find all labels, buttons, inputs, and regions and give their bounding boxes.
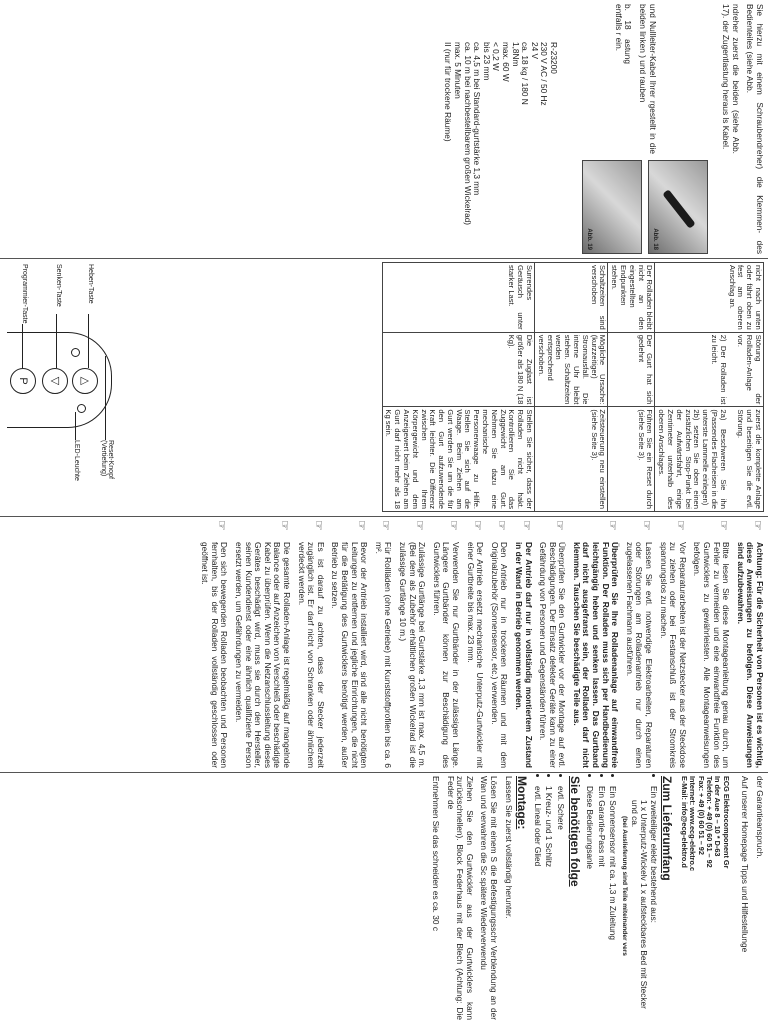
spec-key <box>539 4 549 38</box>
down-button-icon: ▽ <box>42 368 68 394</box>
control-panel-diagram <box>8 262 120 514</box>
pointing-hand-icon: ☞ <box>751 520 765 531</box>
safety-note <box>431 520 460 768</box>
spec-key <box>481 4 491 38</box>
list-note: (bei Auslieferung sind Teile miteinander vers <box>621 816 628 956</box>
table-cell-cause: Der Gurt hat sich gedehnt <box>608 332 655 407</box>
led-label: LED-Leuchte <box>73 440 80 481</box>
spec-key <box>443 4 453 38</box>
leader-line <box>88 314 89 368</box>
table-row <box>382 263 535 512</box>
troubleshooting-table <box>382 262 764 512</box>
safety-note <box>200 520 229 768</box>
table-cell-problem: nicht nach unten oder fährt oben zu fest am oberen Anschlag an. <box>655 263 764 333</box>
heading-montage: Montage: <box>515 776 530 830</box>
table-row <box>655 263 764 512</box>
list-subitems: 1 x Unterputz-Wickelv 1 x aufsteckbares Bed mit Stecker und ca. <box>629 800 650 1009</box>
pointing-hand-icon: ☞ <box>446 520 461 531</box>
spec-key <box>462 4 472 38</box>
spec-value: max. 60 W <box>501 42 512 82</box>
table-row <box>535 263 608 512</box>
company-address: In der Aue 8 – 10 * D-63 <box>713 776 723 857</box>
safety-note-text: Es ist darauf zu achten, dass der Stecker jederzeit zugänglich ist. Er darf nicht von Schranken oder ähnlichem verdeckt werden. <box>296 542 326 768</box>
spec-key <box>529 4 539 38</box>
montage-text: Entnehmen Sie das schneiden es ca. 30 c <box>431 776 442 931</box>
safety-note-text: Bitte lesen Sie diese Montageanleitung genau durch, um Fehler zu vermeiden und eine einwandfreie Funktion des Gurtwicklers zu gewährleisten. Alle Montageanweisungen befolgen. <box>692 542 732 768</box>
list-item: • Diese Bedienungsanle <box>585 786 595 1020</box>
homepage-text: Auf unserer Homepage Tipps und Hilfestellunge <box>740 776 751 953</box>
pointing-hand-icon: ☞ <box>606 520 621 531</box>
column-divider <box>0 516 768 517</box>
company-fax: Fax: + 49 (0) 60 51 – 92 <box>696 776 706 855</box>
pointing-hand-icon: ☞ <box>413 520 428 531</box>
safety-note <box>658 520 687 768</box>
heading-lieferumfang: Zum Lieferumfang <box>660 776 675 881</box>
spec-value: < 0,2 W <box>491 42 502 71</box>
safety-note <box>538 520 567 768</box>
safety-note <box>513 520 532 768</box>
safety-note <box>296 520 325 768</box>
pointing-hand-icon: ☞ <box>355 520 370 531</box>
spec-key <box>500 4 510 38</box>
safety-note-text: Überprüfen Sie den Gurtwickler vor der Montage auf evtl. Beschädigungen. Der Einsatz defekter Geräte kann zu einer Gefährdung von Personen und Gegenständen führen. <box>538 542 568 768</box>
spec-value: ca. 10 m bei nachbestellbarem großen Wickelrad) <box>462 42 473 226</box>
figure-19-caption: Abb. 19 <box>586 228 592 250</box>
table-cell-solution: Führen Sie ein Reset durch (siehe Seite 3). <box>608 407 655 512</box>
safety-note-text: Für Rollläden (ohne Getriebe) mit Kunststoffprofilen bis ca. 6 m². <box>373 542 394 768</box>
safety-note <box>489 520 508 768</box>
montage-text: Ziehen Sie den Gurtwickler aus der Gurtwicklers kann zurückschnellen). Block Federhaus mit der Blech (Achtung: Die Feder de <box>445 776 475 1020</box>
safety-note <box>330 520 368 768</box>
safety-note-text: Den sich bewegenden Rolladen beobachten und Personen fernhalten, bis der Rolladen vollständig geschlossen oder geöffnet ist. <box>200 542 230 768</box>
up-button-icon: △ <box>72 368 98 394</box>
safety-note-text: Zulässige Gurtlänge bei Gurtstärke 1,3 mm ist max. 4,5 m. (Bei dem als Zubehör erhältlichen großen Wickelrad ist die zulässige Gurtlänge 10 m.) <box>398 542 428 768</box>
list-item <box>619 786 657 1020</box>
screwdriver-icon <box>662 189 695 229</box>
instruction-text: b. 18 astung entfalls r ein. <box>613 4 634 64</box>
table-cell-solution: Zeitsteuerung neu einstellen (siehe Seite 3). <box>535 407 608 512</box>
pointing-hand-icon: ☞ <box>311 520 326 531</box>
safety-note-text: Lassen Sie evtl. notwendige Elektroarbeiten, Reparaturen oder Störungen am Rolladenantrieb nur durch einen zugelassenen Fachmann ausführen. <box>624 542 655 768</box>
spec-key <box>510 4 520 38</box>
benoetigen-list <box>532 776 565 1020</box>
reset-button-icon <box>71 348 80 357</box>
table-cell-problem: Der Rolladen bleibt nicht an den eingestellten Endpunkten stehen. <box>608 263 655 333</box>
intro-text: Sie hierzu mit einem Schraubendreher) die Klemmen- des Bedienteiles (siehe Abb. <box>745 4 765 254</box>
list-item: • 1 Kreuz- und 1 Schlitz <box>544 786 554 1020</box>
column-divider <box>0 258 768 259</box>
heading-benoetigen: Sie benötigen folge <box>567 776 582 887</box>
leader-line <box>75 412 76 440</box>
reset-label: Reset-Knopf (Vertiefung) <box>100 440 114 479</box>
table-cell-problem: Surrendes Geräusch unter starker Last. <box>382 263 535 333</box>
column-4 <box>426 776 765 1020</box>
heben-label: Heben-Taste <box>87 264 94 304</box>
table-cell-cause: Die Zuglast ist größer als 180 N (18 Kg). <box>382 332 535 407</box>
safety-note <box>465 520 484 768</box>
safety-note <box>397 520 426 768</box>
safety-note <box>571 520 619 768</box>
table-cell-solution: Stellen Sie sicher, dass der Rolladen nicht hakt. Kontrollieren Sie das Zuggewicht am Gurt. Nehmen Sie dazu eine mechanische Personenwaage zu Hilfe. Stellen Sie sich auf die Waage. Beim Ziehen am Gurt werden Sie um die für den Gurt aufzuwendende Kraft leichter. Die Differenz zwischen Ihrem Körpergewicht und dem Anzeigewert beim Ziehen am Gurt darf nicht mehr als 18 Kg sein. <box>382 407 535 512</box>
spec-value: bis 23 mm <box>481 42 492 81</box>
leader-line <box>105 356 106 440</box>
spec-value: R-23200 <box>549 42 559 74</box>
montage-text: Lösen Sie mit einem S die Befestigungsschr Verblendung an der Wan und verwahren die Sc spätere Wiederverwendu <box>479 776 500 1020</box>
pointing-hand-icon: ☞ <box>379 520 394 531</box>
safety-note-text: Den Antrieb nur in trockenen Räumen und mit dem Originalzubehör (Sonnensensor, etc.) verwenden. <box>489 542 510 768</box>
pointing-hand-icon: ☞ <box>215 520 230 531</box>
safety-note-text: Die gesamte Rolladen-Anlage ist regelmäßig auf mangelnde Balance oder auf Anzeichen von Verschleiß oder beschädigte Kabel zu überprüfen. Wenn die Netzanschlussleitung dieses Gerätes beschädigt wird, muss sie durch den Hersteller, seinen Kundendienst oder eine ähnlich qualifizierte Person ersetzt werden, um Gefährdungen zu vermeiden. <box>234 542 293 769</box>
pointing-hand-icon: ☞ <box>640 520 655 531</box>
spec-key <box>452 4 462 38</box>
instruction-text: ndreher zuerst die beiden (siehe Abb. 17). der Zugentlastung heraus ls Kabel. <box>721 4 741 154</box>
pointing-hand-icon: ☞ <box>673 520 688 531</box>
column-3 <box>195 520 764 768</box>
list-item: • evtl. Schere <box>555 786 565 1020</box>
table-row <box>608 263 655 512</box>
spec-value: 230 V AC / 50 Hz <box>539 42 550 106</box>
company-phone: Telefon: + 49 (0) 60 51 – 92 <box>705 776 714 868</box>
warning-note <box>735 520 764 768</box>
safety-note-text: Der Antrieb ersetzt mechanische Unterputz-Gurtwickler mit einer Gurtbreite bis max. 23 mm. <box>465 542 486 768</box>
warning-text: Achtung: Für die Sicherheit von Personen ist es wichtig, diese Anweisungen zu befolgen. Diese Anweisungen sind aufzubewahren. <box>735 542 765 768</box>
safety-note-text: Vor Reparaturarbeiten ist der Netzstecker aus der Steckdose zu ziehen oder bei Festanschluß ist der Stromkreis spannungslos zu machen. <box>658 542 688 768</box>
spec-key <box>472 4 482 38</box>
spec-key <box>548 4 558 38</box>
programmier-label: Programmier-Taste <box>21 264 28 324</box>
list-item-text: Ein zweiteiliger elektr bestehend aus: <box>648 786 659 923</box>
safety-note-text: Bevor der Antrieb installiert wird, sind alle nicht benötigten Leitungen zu entfernen und jegliche Einrichtungen, die nicht für die Betätigung des Gurtwicklers benötigt werden, außer Betrieb zu setzen. <box>330 542 370 768</box>
safety-notes <box>200 520 731 768</box>
spec-key <box>491 4 501 38</box>
company-email: E-Mail: info@ecg-elektro.d <box>679 776 689 868</box>
pointing-hand-icon: ☞ <box>278 520 293 531</box>
technical-specs <box>443 4 558 254</box>
safety-note <box>624 520 653 768</box>
pointing-hand-icon: ☞ <box>519 520 534 531</box>
spec-value: ca. 4,5 m bei Standard-gurtstärke 1,3 mm <box>472 42 483 196</box>
safety-note <box>692 520 730 768</box>
led-icon <box>77 404 86 413</box>
company-name: ECG Elektrocomponent Gr <box>721 776 731 869</box>
company-website: Internet: www.ecg-elektro.c <box>688 776 698 872</box>
table-cell-solution: zuerst die komplette Anlage und beseitigen Sie die evtl. Störung. 2a) Beschweren Sie ihn (Passendes Flacheisen in die unterste Lammelle einlegen) 2b) setzen Sie oben einen zusätzlichen Stop-Punkt bei der Aufwärtsfahrt, einige Zentimeter unterhalb des oberen Anschlages. <box>655 407 764 512</box>
table-cell-problem: Schaltzeiten sind verschoben <box>535 263 608 333</box>
spec-value: 24 V <box>529 42 540 60</box>
instruction-text: und Nullleiter-Kabel Ihrer rgestellt in die beiden linken ) und rauben <box>638 4 658 154</box>
spec-value: II (nur für trockene Räume) <box>443 42 454 142</box>
pointing-hand-icon: ☞ <box>471 520 486 531</box>
pointing-hand-icon: ☞ <box>553 520 568 531</box>
spec-value: 1,8Nm <box>510 42 521 67</box>
figure-18-caption: Abb. 18 <box>652 228 658 250</box>
garantie-text: der Garantieanspruch. <box>755 776 765 859</box>
list-item: • Ein Sonnensensor mit ca. 1,3 m Zuleitung <box>608 786 618 1020</box>
pointing-hand-icon: ☞ <box>495 520 510 531</box>
list-item: • Ein Garantie-Pass mit <box>596 786 606 1020</box>
leader-line <box>22 324 23 368</box>
safety-note <box>234 520 292 768</box>
program-button-icon: P <box>10 368 36 394</box>
safety-note-text: Überprüfen Sie Ihre Rolladenanlage auf einwandfreie Funktion. Der Rolladen muss sich per Handbedienung leichtgängig heben und senken lassen. Das Gurtband darf nicht ausgefranst sein, der Rolladen darf nicht klemmen. Tauschen Sie beschädigte Teile aus. <box>571 542 621 768</box>
safety-note-text: Der Antrieb darf nur in vollständig montiertem Zustand in der Wand in Betrieb genommen werden. <box>513 542 534 768</box>
safety-note <box>373 520 392 768</box>
table-cell-cause: Mögliche Ursache: (kurzzeitiger) Stromausfall. Die interne Uhr bleibt stehen. Schaltzeiten werden entsprechend verschoben. <box>535 332 608 407</box>
spec-value: ca. 18 kg / 180 N <box>520 42 531 105</box>
senken-label: Senken-Taste <box>55 264 62 307</box>
figure-18-photo <box>648 160 708 254</box>
spec-key <box>520 4 530 38</box>
safety-note-text: Verwenden Sie nur Gurtbänder in der zulässigen Länge. Längere Gurtbänder können zur Beschädigung des Gurtwicklers führen. <box>431 542 461 768</box>
pointing-hand-icon: ☞ <box>717 520 732 531</box>
figure-19-photo <box>582 160 642 254</box>
spec-value: max. 5 Minuten <box>453 42 464 99</box>
specs-list <box>443 4 558 254</box>
montage-text: Lassen Sie zuerst vollständig herunter. <box>503 776 514 919</box>
leader-line <box>56 314 57 368</box>
lieferumfang-list <box>585 776 658 1020</box>
list-item: • evtl. Lineal oder Glied <box>532 786 542 1020</box>
company-contact <box>679 776 729 1020</box>
table-cell-cause: Störung der Rolladen-Anlage vor. 2) Der Rolladen ist zu leicht. <box>655 332 764 407</box>
